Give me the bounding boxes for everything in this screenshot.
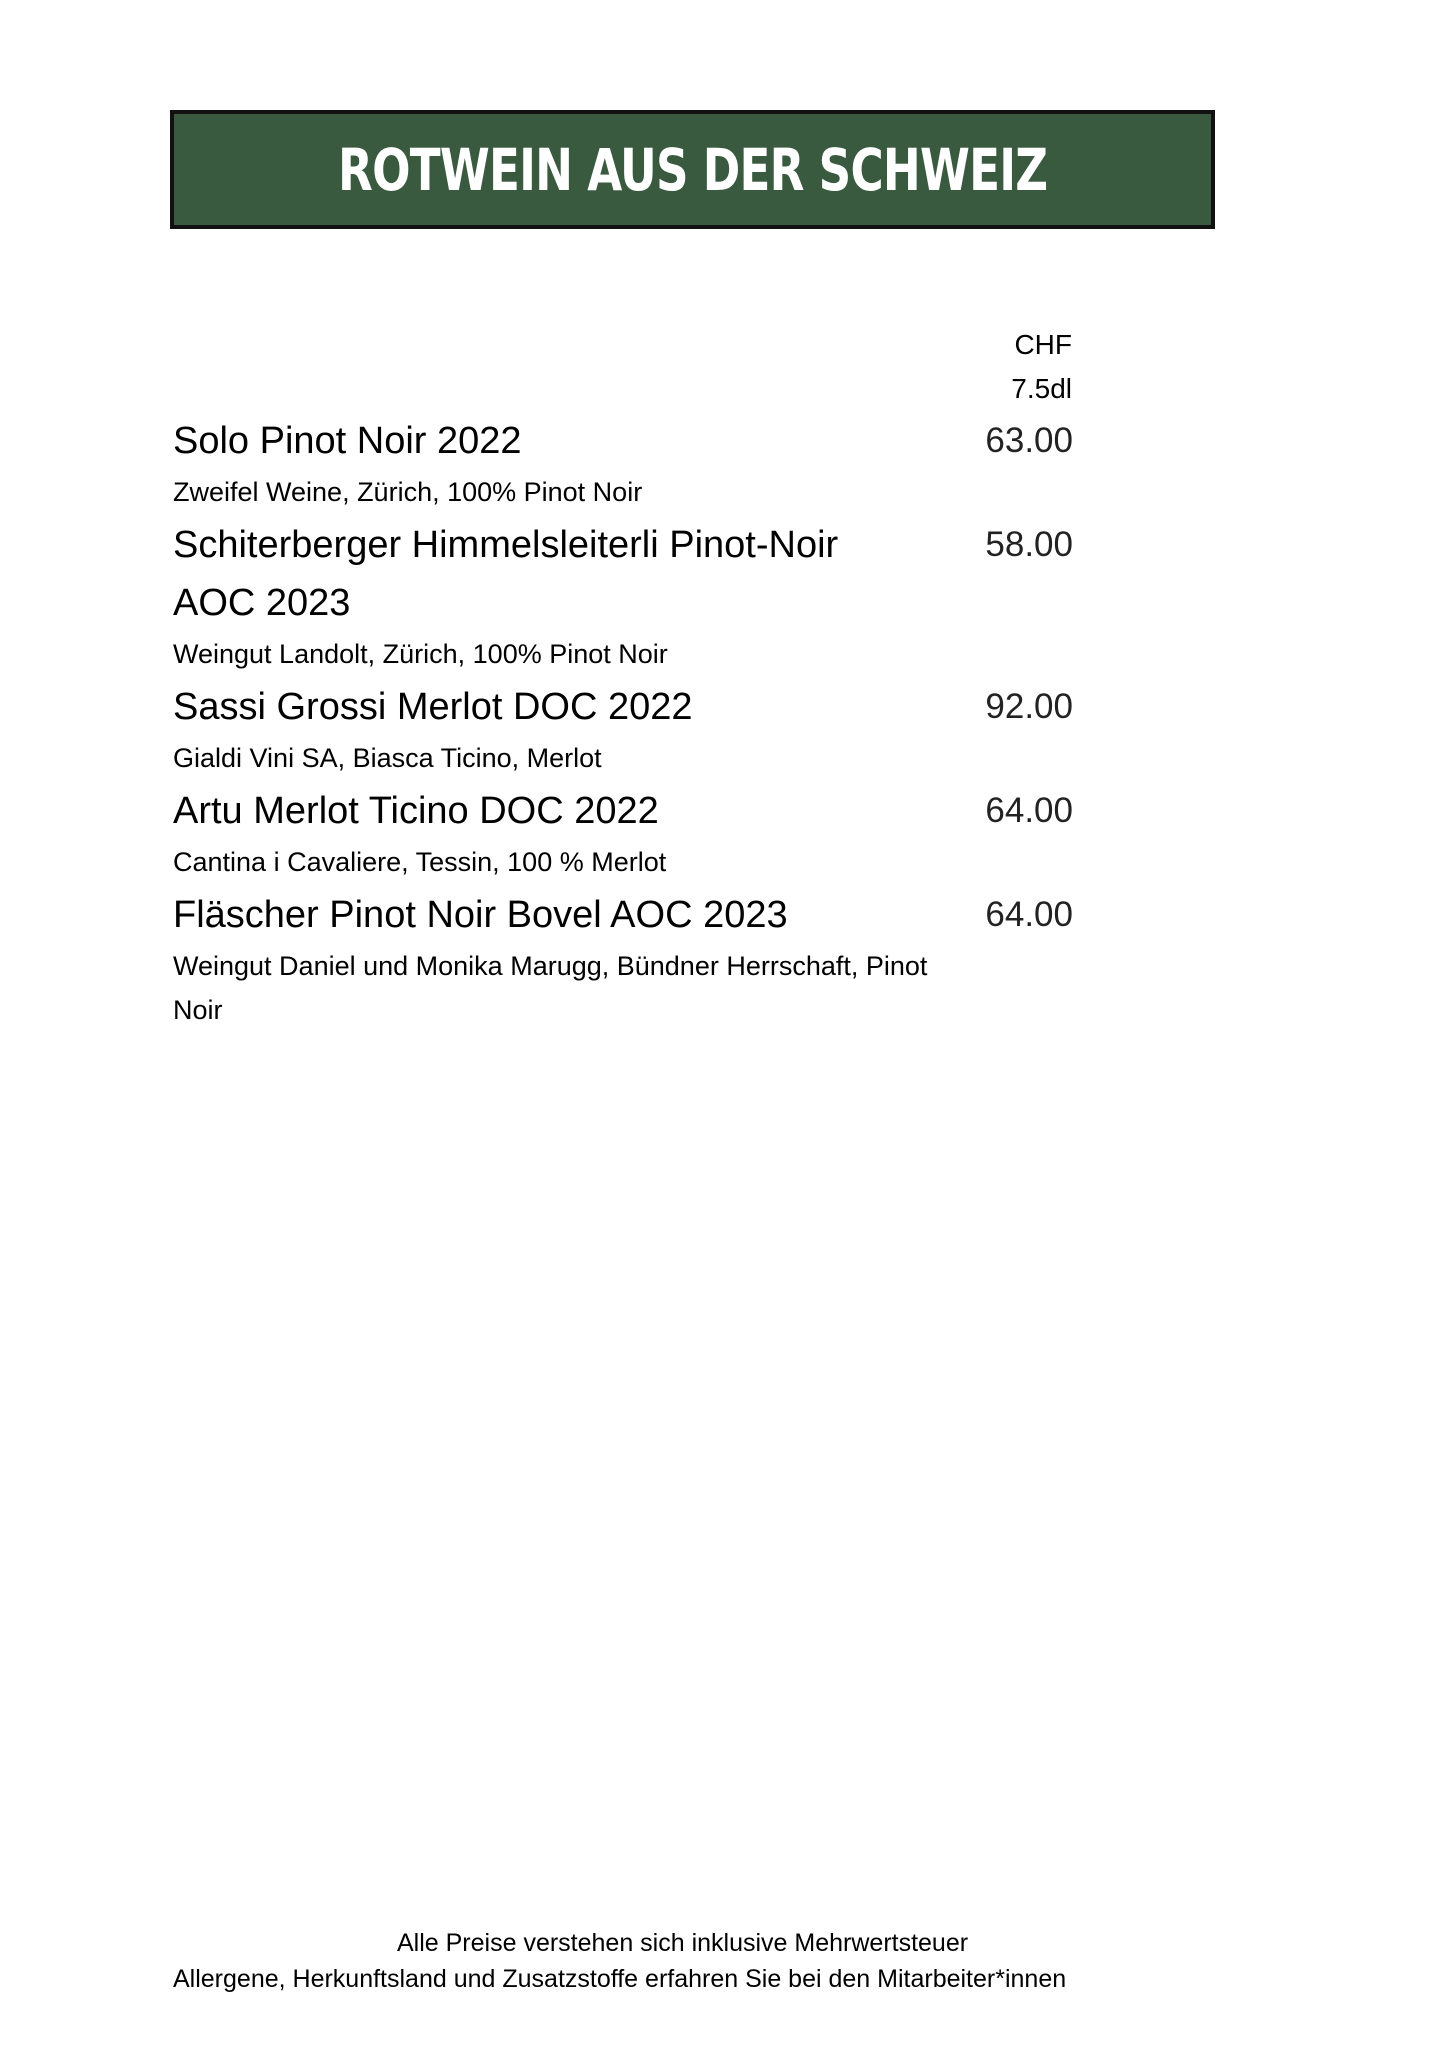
wine-name: Artu Merlot Ticino DOC 2022 <box>173 790 659 832</box>
wine-price: 64.00 <box>985 895 1073 934</box>
wine-price: 92.00 <box>985 687 1073 726</box>
wine-description: Zweifel Weine, Zürich, 100% Pinot Noir <box>173 477 643 507</box>
footer-notes <box>173 1925 1173 1997</box>
footer-allergen-note: Allergene, Herkunftsland und Zusatzstoffe erfahren Sie bei den Mitarbeiter*innen <box>173 1965 1067 1993</box>
wine-description: Weingut Daniel und Monika Marugg, Bündner Herrschaft, Pinot Noir <box>173 951 928 1025</box>
wine-item <box>173 678 1073 780</box>
wine-description: Weingut Landolt, Zürich, 100% Pinot Noir <box>173 639 668 669</box>
wine-name: Schiterberger Himmelsleiterli Pinot-Noir AOC 2023 <box>173 524 839 624</box>
wine-name: Solo Pinot Noir 2022 <box>173 420 522 462</box>
section-title-banner <box>170 110 1215 229</box>
wine-item <box>173 886 1073 1032</box>
wine-name: Sassi Grossi Merlot DOC 2022 <box>173 686 693 728</box>
wine-item <box>173 516 1073 676</box>
footer-vat-note: Alle Preise verstehen sich inklusive Mehrwertsteuer <box>397 1929 969 1957</box>
wine-price: 64.00 <box>985 791 1073 830</box>
section-title: ROTWEIN AUS DER SCHWEIZ <box>337 135 1048 204</box>
wine-description: Gialdi Vini SA, Biasca Ticino, Merlot <box>173 743 602 773</box>
wine-list <box>173 412 1073 1034</box>
wine-price: 63.00 <box>985 421 1073 460</box>
wine-description: Cantina i Cavaliere, Tessin, 100 % Merlot <box>173 847 667 877</box>
wine-name: Fläscher Pinot Noir Bovel AOC 2023 <box>173 894 788 936</box>
price-column-volume: 7.5dl <box>1011 373 1072 404</box>
wine-item <box>173 412 1073 514</box>
wine-item <box>173 782 1073 884</box>
wine-price: 58.00 <box>985 525 1073 564</box>
price-column-currency: CHF <box>1014 329 1072 360</box>
